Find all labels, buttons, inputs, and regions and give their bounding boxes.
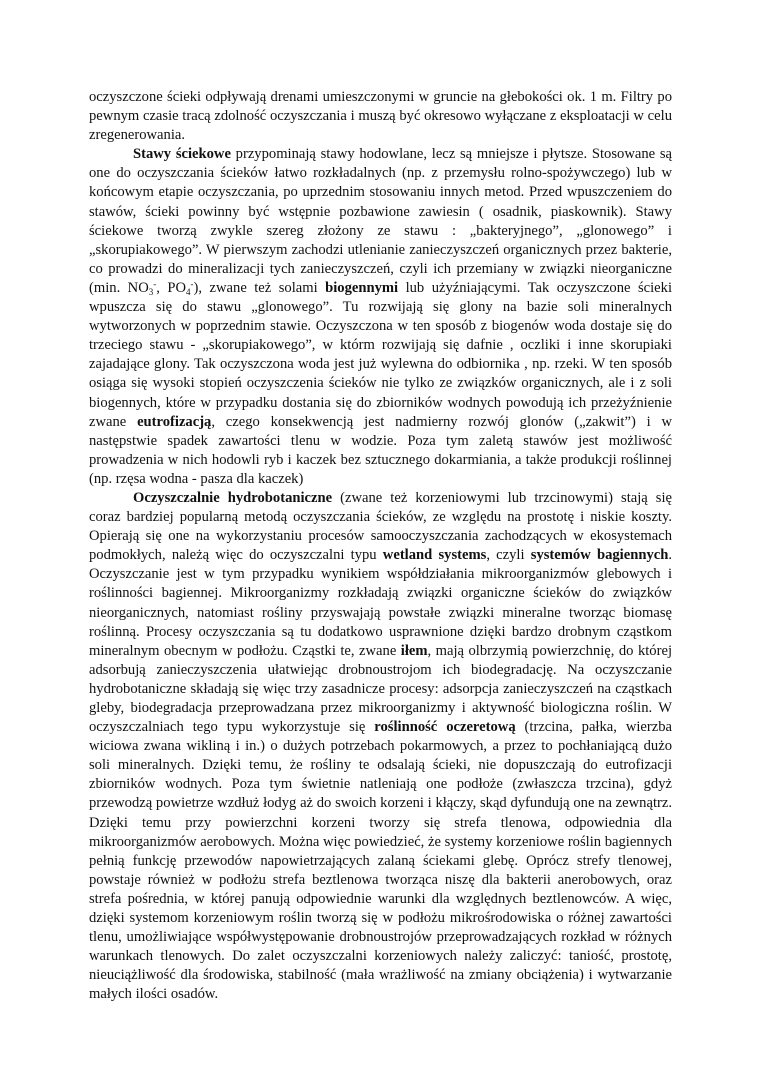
paragraph-filters-end: oczyszczone ścieki odpływają drenami umieszczonymi w gruncie na głebokości ok. 1 m. Filtry po pewnym czasie tracą zdolność oczyszczania i muszą być okresowo wyłączane z eksploatacji w celu zregenerowania. [89, 89, 672, 144]
term-eutrofizacja: eutrofizacją [137, 413, 212, 430]
paragraph-stawy-sciekowe: Stawy ściekowe przypominają stawy hodowlane, lecz są mniejsze i płytsze. Stosowane są one do oczyszczania ścieków łatwo rozkładalnych (np. z przemysłu rolno-spożywczego) lub w końcowym etapie oczyszczania, po uprzednim stosowaniu innych metod. Przed wpuszczeniem do stawów, ścieki powinny być wstępnie pozbawione zawiesin ( osadnik, piaskownik). Stawy ściekowe tworzą zwykle szereg złożony ze stawu : „bakteryjnego”, „glonowego” i „skorupiakowego”. W pierwszym zachodzi utlenianie zanieczyszczeń organicznych przez bakterie, co prowadzi do mineralizacji tych zanieczyszczeń, czyli ich przemiany w związki nieorganiczne (min. $NO_3^-$, $PO_4^-$), zwane też solami biogennymi lub użyźniającymi. Tak oczyszczone ścieki wpuszcza się do stawu „glonowego”. Tu rozwijają się glony na bazie soli mineralnych wytworzonych w poprzednim stawie. Oczyszczona w ten sposób z biogenów woda dostaje się do trzeciego stawu - „skorupiakowego”, w którm rozwijają się dafnie , oczliki i inne skorupiaki zajadające glony. Tak oczyszczona woda jest już wylewna do odbiornika , np. rzeki. W ten sposób osiąga się wysoki stopień oczyszczenia ścieków nie tylko ze związków organicznych, ale i z soli biogennych, które w przypadku dostania się do zbiorników wodnych powodują ich przeżyźnienie zwane eutrofizacją, czego konsekwencją jest nadmierny rozwój glonów („zakwit”) i w następstwie spadek zawartości tlenu w wodzie. Poza tym zaletą stawów jest możliwość prowadzenia w nich hodowli ryb i kaczek bez sztucznego dokarmiania, a także produkcji roślinnej (np. rzęsa wodna - pasza dla kaczek) [89, 146, 673, 487]
term-roslinnosc-oczeretowa: roślinność oczeretową [374, 719, 516, 736]
term-ilem: iłem [400, 642, 428, 659]
term-wetland-systems: wetland systems [382, 547, 487, 564]
heading-stawy-sciekowe: Stawy ściekowe [133, 146, 231, 163]
paragraph-oczyszczalnie-hydrobotaniczne: Oczyszczalnie hydrobotaniczne (zwane też korzeniowymi lub trzcinowymi) stają się coraz bardziej popularną metodą oczyszczania ścieków, ze względu na prostotę i niskie koszty. Opierają się one na wykorzystaniu procesów samooczyszczania zachodzących w ekosystemach podmokłych, należą więc do oczyszczalni typu wetland systems, czyli systemów bagiennych. Oczyszczanie jest w tym przypadku wynikiem współdziałania mikroorganizmów glebowych i roślinności bagiennej. Mikroorganizmy rozkładają związki organiczne ścieków do związków nieorganicznych, natomiast rośliny przyswajają powstałe związki mineralne tworząc biomasę roślinną. Procesy oczyszczania są tu dodatkowo usprawnione dzięki bardzo drobnym cząstkom mineralnym obecnym w podłożu. Cząstki te, zwane iłem, mają olbrzymią powierzchnię, do której adsorbują zanieczyszczenia ułatwiejąc drobnoustrojom ich biodegradację. Na oczyszczanie hydrobotaniczne składają się więc trzy zasadnicze procesy: adsorpcja zanieczyszczeń na cząstkach gleby, biodegradacja przeprowadzana przez mikroorganizmy i aktywność biologiczna roślin. W oczyszczalniach tego typu wykorzystuje się roślinność oczeretową (trzcina, pałka, wierzba wiciowa zwana wikliną i in.) o dużych potrzebach pokarmowych, a przez to pochłaniającą dużo soli mineralnych. Dzięki temu, że rośliny te odsalają ścieki, nie dopuszczają do eutrofizacji zbiorników wodnych. Poza tym świetnie natleniają one podłoże (zwłaszcza trzcina), gdyż przewodzą powietrze wzdłuż łodyg aż do swoich korzeni i kłączy, skąd dyfundują one na zewnątrz. Dzięki temu przy powierzchni korzeni tworzy się strefa tlenowa, odpowiednia dla mikroorganizmów aerobowych. Można więc powiedzieć, że systemy korzeniowe roślin bagiennych pełnią funkcję przewodów napowietrzających zalaną ściekami glebę. Oprócz strefy tlenowej, powstaje również w podłożu strefa beztlenowa tworząca niszę dla bakterii anerobowych, oraz strefa pośrednia, w której panują odpowiednie warunki dla względnych beztlenowców. A więc, dzięki systemom korzeniowym roślin tworzą się w podłożu mikrośrodowiska o różnej zawartości tlenu, umożliwiające współwystępowanie drobnoustrojów przeprowadzających rozkład w różnych warunkach tlenowych. Do zalet oczyszczalni korzeniowych należy zaliczyć: taniość, prostotę, nieuciążliwość dla środowiska, stabilność (mała wrażliwość na zmiany obciążenia) i wytwarzanie małych ilości osadów. [89, 489, 673, 1003]
term-systemow-bagiennych: systemów bagiennych [530, 547, 669, 564]
term-biogennymi: biogennymi [325, 279, 399, 296]
heading-oczyszczalnie-hydrobotaniczne: Oczyszczalnie hydrobotaniczne [133, 489, 333, 506]
document-page [89, 88, 672, 1005]
